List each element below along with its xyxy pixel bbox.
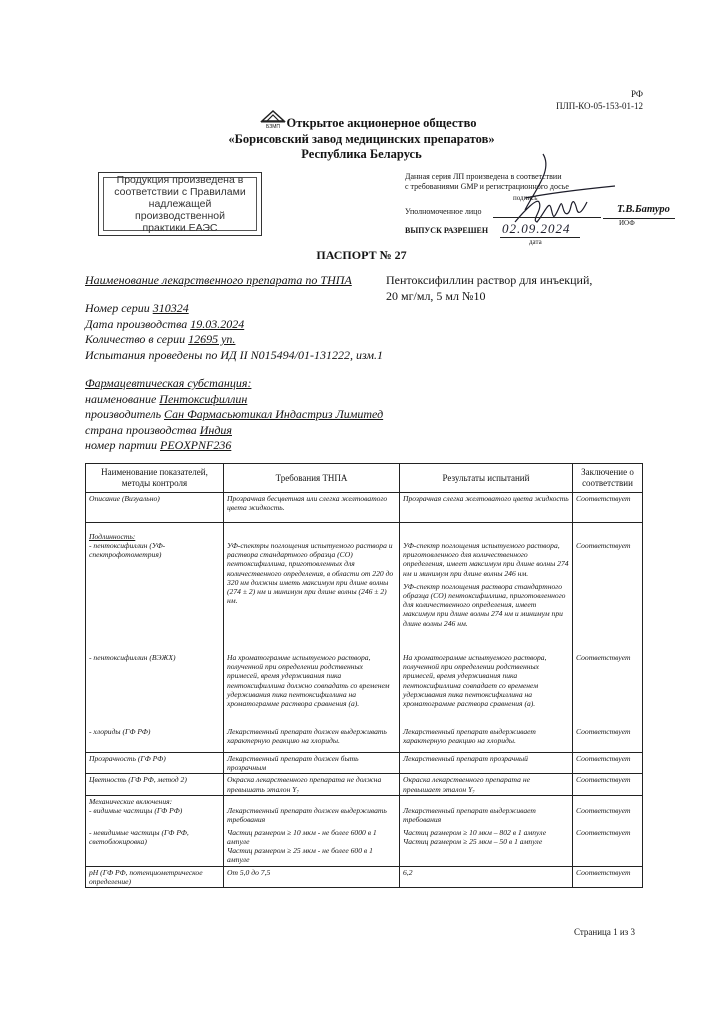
company-form: Открытое акционерное общество (286, 116, 477, 130)
table-row (86, 523, 643, 753)
table-row (86, 753, 643, 774)
visible-particles-res: Лекарственный препарат выдерживает требования (403, 805, 536, 825)
cell-requirement: Лекарственный препарат должен быть прозрачным (224, 753, 400, 774)
visible-particles-conclusion: Соответствует (576, 805, 631, 815)
uv-result-sample: УФ-спектр поглощения испытуемого раствора, приготовленного для количественного определения, имеет максимум при длине волны 274 нм и минимум при длине волны 246 нм. (403, 541, 569, 578)
substance-heading: Фармацевтическая субстанция: (85, 376, 252, 390)
quantity-label: Количество в серии (85, 332, 189, 346)
passport-title: ПАСПОРТ № 27 (316, 248, 407, 262)
cell-conclusion: Соответствует (573, 774, 643, 795)
logo-text: БЗМП (265, 124, 280, 130)
chloride-requirement: Лекарственный препарат должен выдерживать характерную реакцию на хлориды. (227, 727, 387, 746)
stamp-line1: Продукция произведена в (116, 174, 244, 186)
subvis-req-25: Частиц размером ≥ 25 мкм - не более 600 в 1 ампуле (227, 846, 373, 865)
cell-requirement: Окраска лекарственного препарата не должна превышать эталон Y₇ (224, 774, 400, 795)
visible-particles-name: - видимые частицы (ГФ РФ) (89, 806, 183, 816)
signature-line (493, 217, 601, 218)
series-number: 310324 (152, 301, 189, 315)
subvis-res-25: Частиц размером ≥ 25 мкм – 50 в 1 ампуле (403, 837, 543, 847)
company-name: «Борисовский завод медицинских препаратов» (228, 131, 495, 146)
stamp-line3: надлежащей производственной (135, 198, 225, 222)
date-label: дата (529, 238, 542, 246)
cell-conclusion (573, 523, 643, 753)
drug-name-label: Наименование лекарственного препарата по ТНПА (85, 273, 352, 287)
drug-name (386, 273, 592, 304)
uv-method-name: - пентоксифиллин (УФ-спектрофотометрия) (89, 541, 166, 560)
substance-name: Пентоксифиллин (159, 391, 248, 406)
quantity: 12695 уп. (188, 332, 236, 346)
uv-result-standard: УФ-спектр поглощения раствора стандартного образца (СО) пентоксифиллина, приготовленного для количественного определения, имеет максимум при длине волны 274 нм и минимум при длине волны 246 нм. (403, 581, 566, 628)
results-table (85, 463, 643, 888)
country-label: страна производства (85, 422, 200, 437)
substance-name-label: наименование (85, 391, 160, 406)
cell-requirement (224, 523, 400, 753)
country: Индия (199, 422, 232, 437)
production-date-label: Дата производства (85, 316, 191, 331)
release-permit-row (405, 221, 595, 248)
stamp-line4: практики ЕАЭС (142, 222, 218, 234)
doc-code-line1: РФ (631, 89, 643, 99)
uv-requirement: УФ-спектры поглощения испытуемого раствора и раствора стандартного образца (СО) пентоксифиллина, приготовленных для количественного определения, в области от 220 до 320 нм должны иметь максимум при длине волны (274 ± 2) нм и минимум при длине волны (246 ± 2) нм. (227, 541, 394, 606)
production-date: 19.03.2024 (190, 316, 245, 331)
document-code (556, 88, 643, 112)
cell-conclusion: Соответствует (573, 753, 643, 774)
table-row (86, 795, 643, 866)
cell-requirement: Прозрачная бесцветная или слегка желтоватого цвета жидкость. (224, 493, 400, 523)
cell-name (86, 523, 224, 753)
table-row (86, 493, 643, 523)
chloride-conclusion: Соответствует (576, 727, 631, 736)
doc-code-line2: ПЛП-КО-05-153-01-12 (556, 101, 643, 111)
header-requirements: Требования ТНПА (224, 464, 400, 493)
lot-label: номер партии (85, 438, 160, 452)
drug-name-line1: Пентоксифиллин раствор для инъекций, (386, 273, 593, 287)
cell-result (400, 523, 573, 753)
batch-info (85, 301, 383, 363)
stamp-line2: соответствии с Правилами (114, 186, 246, 198)
header-results: Результаты испытаний (400, 464, 573, 493)
signature-label: подпись (513, 194, 538, 202)
tests-reference: Испытания проведены по ИД II N015494/01-131222, изм.1 (85, 347, 383, 362)
subvis-req-10: Частиц размером ≥ 10 мкм - не более 6000 в 1 ампуле (227, 827, 377, 847)
hplc-result: На хроматограмме испытуемого раствора, полученной при определении родственных примесей, время удерживания пика пентоксифиллина совпадает со временем удерживания пика пентоксифиллина на хроматограмме раствора сравнения (а). (403, 653, 547, 709)
release-line1: Данная серия ЛП произведена в соответствии (405, 172, 562, 181)
subvisible-particles-name: - невидимые частицы (ГФ РФ, светоблокировка) (89, 828, 189, 847)
cell-name: Описание (Визуально) (86, 493, 224, 523)
cell-conclusion: Соответствует (573, 493, 643, 523)
cell-result: 6,2 (400, 866, 573, 887)
hplc-requirement: На хроматограмме испытуемого раствора, полученной при определении родственных примесей, время удерживания пика пентоксифиллина должно совпадать со временем удерживания пика пентоксифиллина на хроматограмме раствора сравнения (а). (227, 653, 390, 709)
lot-number: PEOXPNF236 (160, 438, 232, 452)
subvis-res-10: Частиц размером ≥ 10 мкм – 802 в 1 ампуле (403, 827, 547, 837)
gmp-stamp (98, 172, 262, 236)
authorized-person-name: Т.В.Батуро (617, 204, 670, 215)
cell-result: Окраска лекарственного препарата не превышает эталон Y₇ (400, 774, 573, 795)
cell-name: Прозрачность (ГФ РФ) (86, 753, 224, 774)
cell-conclusion: Соответствует (573, 866, 643, 887)
mech-heading: Механические включения: (89, 796, 173, 806)
company-country: Республика Беларусь (301, 147, 422, 161)
series-label: Номер серии (85, 301, 153, 315)
cell-result (400, 795, 573, 866)
identity-heading: Подлинность: (89, 532, 136, 541)
header-indicators: Наименование показателей, методы контроля (86, 464, 224, 493)
table-header-row (86, 464, 643, 493)
cell-result: Прозрачная слегка желтоватого цвета жидкость (400, 493, 573, 523)
permit-date: 02.09.2024 (502, 221, 571, 236)
iof-label: ИОФ (619, 219, 635, 227)
hplc-method-name: - пентоксифиллин (ВЭЖХ) (89, 653, 176, 663)
cell-name: pH (ГФ РФ, потенциометрическое определение) (86, 866, 224, 887)
table-row (86, 774, 643, 795)
drug-name-line2: 20 мг/мл, 5 мл №10 (386, 288, 486, 303)
cell-name (86, 795, 224, 866)
permit-label: ВЫПУСК РАЗРЕШЕН (405, 226, 489, 235)
manufacturer: Сан Фармасьютикал Индастриз Лимитед (164, 407, 384, 421)
substance-info (85, 376, 383, 454)
chloride-result: Лекарственный препарат выдерживает характерную реакцию на хлориды. (403, 727, 536, 746)
cell-requirement: От 5,0 до 7,5 (224, 866, 400, 887)
page-number: Страница 1 из 3 (574, 927, 635, 937)
release-line2: с требованиями GMP и регистрационного досье (405, 182, 569, 191)
manufacturer-label: производитель (85, 407, 165, 421)
subvis-conclusion: Соответствует (576, 827, 631, 837)
cell-name: Цветность (ГФ РФ, метод 2) (86, 774, 224, 795)
name-line (603, 218, 675, 219)
auth-label: Уполномоченное лицо (405, 207, 482, 216)
hplc-conclusion: Соответствует (576, 653, 631, 662)
cell-conclusion (573, 795, 643, 866)
chloride-method-name: - хлориды (ГФ РФ) (89, 727, 151, 737)
uv-conclusion: Соответствует (576, 541, 631, 550)
table-row (86, 866, 643, 887)
header-conclusion: Заключение о соответствии (573, 464, 643, 493)
cell-requirement (224, 795, 400, 866)
visible-particles-req: Лекарственный препарат должен выдерживать требования (227, 805, 387, 825)
cell-result: Лекарственный препарат прозрачный (400, 753, 573, 774)
